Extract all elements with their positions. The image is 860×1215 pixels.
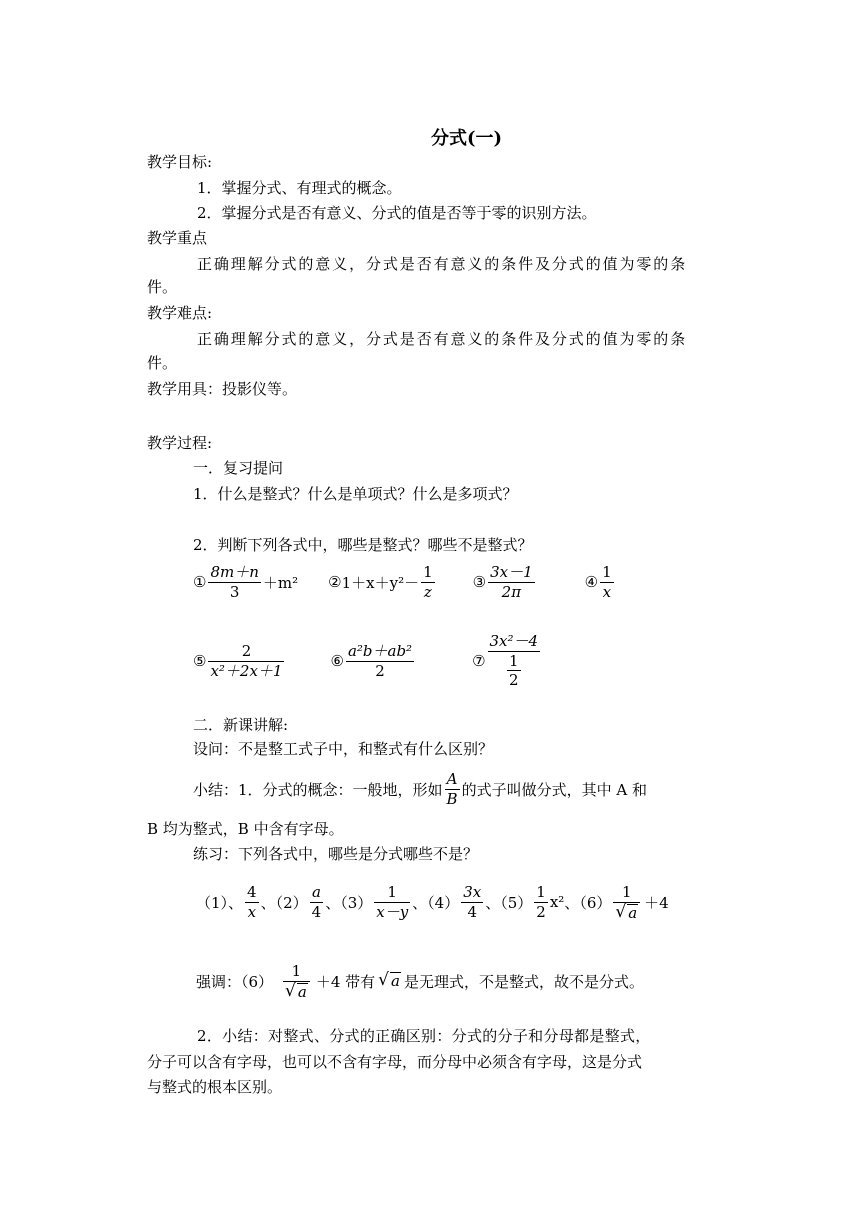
numerator: 3x－1 bbox=[490, 562, 533, 581]
numerator: A bbox=[446, 769, 458, 788]
practice-label: 、（5） bbox=[485, 893, 533, 912]
emphasis-text-mid: ＋4 带有 bbox=[315, 972, 376, 991]
denominator: 3 bbox=[229, 582, 240, 601]
key-points-line2: 件。 bbox=[147, 278, 178, 296]
expression-4 bbox=[585, 563, 616, 602]
expression-7 bbox=[472, 632, 542, 690]
summary2-line3: 与整式的根本区别。 bbox=[147, 1078, 283, 1096]
fraction bbox=[534, 883, 548, 922]
emphasis-text-end: 是无理式，不是整式，故不是分式。 bbox=[403, 972, 644, 991]
summary2-line1: 2．小结：对整式、分式的正确区别：分式的分子和分母都是整式， bbox=[197, 1027, 651, 1045]
denominator: 4 bbox=[311, 902, 322, 921]
expression-label: ⑥ bbox=[330, 652, 344, 670]
radicand: a bbox=[628, 903, 638, 922]
teaching-tools: 教学用具：投影仪等。 bbox=[147, 380, 298, 398]
summary2-line2: 分子可以含有字母，也可以不含有字母，而分母中必须含有字母，这是分式 bbox=[147, 1053, 643, 1071]
expression-row-1 bbox=[193, 557, 616, 607]
numerator: a bbox=[311, 882, 321, 901]
goals-heading: 教学目标: bbox=[147, 153, 213, 171]
key-points-line1: 正确理解分式的意义，分式是否有意义的条件及分式的值为零的条 bbox=[197, 255, 688, 273]
lesson-question: 设问：不是整工式子中，和整式有什么区别？ bbox=[193, 740, 494, 758]
summary-text-end: 的式子叫做分式，其中 A 和 bbox=[461, 780, 647, 799]
square-root: √ a bbox=[615, 901, 638, 922]
expression-text: 1＋x＋y²－ bbox=[341, 573, 420, 592]
square-root: √ a bbox=[378, 970, 400, 991]
fraction bbox=[208, 642, 284, 681]
fraction bbox=[245, 883, 259, 922]
numerator: 1 bbox=[423, 562, 433, 581]
numerator: 3x²－4 bbox=[489, 631, 539, 650]
process-heading: 教学过程: bbox=[147, 434, 213, 452]
review-heading: 一．复习提问 bbox=[193, 459, 284, 477]
expression-row-2 bbox=[193, 622, 542, 700]
expression-label: ③ bbox=[472, 573, 487, 591]
compound-fraction bbox=[488, 632, 541, 690]
emphasis-row bbox=[196, 953, 644, 1009]
expression-label: ⑦ bbox=[472, 652, 486, 670]
practice-label: 、（2） bbox=[260, 893, 308, 912]
expression-label: ⑤ bbox=[193, 652, 207, 670]
key-points-heading: 教学重点 bbox=[147, 229, 208, 247]
denominator: 2π bbox=[501, 582, 522, 601]
denominator: B bbox=[446, 789, 458, 808]
expression-tail: ＋m² bbox=[262, 573, 299, 592]
numerator: 1 bbox=[291, 961, 302, 980]
denominator: 2 bbox=[375, 661, 385, 680]
expression-1 bbox=[193, 563, 298, 602]
expression-5 bbox=[193, 642, 286, 681]
denominator: x bbox=[602, 582, 612, 601]
goal-item-2: 2．掌握分式是否有意义、分式的值是否等于零的识别方法。 bbox=[197, 204, 597, 222]
numerator: 8m＋n bbox=[210, 562, 259, 581]
numerator: 4 bbox=[247, 882, 257, 901]
fraction bbox=[208, 563, 260, 602]
square-root: √ a bbox=[285, 980, 307, 1001]
denominator: x bbox=[247, 902, 257, 921]
fraction bbox=[374, 883, 410, 922]
new-lesson-heading: 二．新课讲解: bbox=[193, 716, 289, 734]
numerator: 2 bbox=[241, 641, 252, 660]
denominator: 2 bbox=[536, 902, 546, 921]
fraction bbox=[310, 883, 324, 922]
difficulties-heading: 教学难点: bbox=[147, 304, 213, 322]
practice-row bbox=[196, 874, 669, 930]
fraction-a-over-b bbox=[445, 770, 460, 809]
denominator: z bbox=[423, 582, 432, 601]
emphasis-text-start: 强调：（6） bbox=[196, 972, 274, 991]
radicand: a bbox=[297, 982, 307, 1001]
document-title: 分式(一) bbox=[431, 128, 503, 149]
numerator: 1 bbox=[387, 882, 397, 901]
goal-item-1: 1．掌握分式、有理式的概念。 bbox=[197, 179, 402, 197]
fraction bbox=[346, 642, 414, 681]
expression-2 bbox=[328, 563, 437, 602]
summary-line-2: B 均为整式，B 中含有字母。 bbox=[147, 820, 344, 838]
expression-label: ① bbox=[193, 573, 207, 591]
fraction bbox=[283, 962, 310, 1001]
denominator bbox=[503, 652, 525, 691]
fraction bbox=[613, 883, 640, 922]
expression-label: ④ bbox=[584, 573, 599, 591]
difficulties-line1: 正确理解分式的意义，分式是否有意义的条件及分式的值为零的条 bbox=[197, 330, 688, 348]
fraction bbox=[421, 563, 435, 602]
numerator: a²b＋ab² bbox=[347, 641, 413, 660]
practice-prompt: 练习：下列各式中，哪些是分式哪些不是？ bbox=[193, 845, 479, 863]
fraction bbox=[600, 563, 614, 602]
practice-label: （1）、 bbox=[196, 893, 244, 912]
denominator: x²＋2x＋1 bbox=[210, 661, 283, 680]
expression-label: ② bbox=[328, 573, 342, 591]
practice-tail: ＋4 bbox=[644, 893, 669, 912]
practice-label: 、（6） bbox=[564, 893, 612, 912]
denominator: 2 bbox=[509, 671, 519, 690]
numerator: 1 bbox=[621, 882, 632, 901]
practice-tail: x² bbox=[549, 893, 565, 911]
fraction bbox=[461, 883, 483, 922]
numerator: 1 bbox=[536, 882, 546, 901]
inner-fraction bbox=[507, 652, 521, 691]
radicand: a bbox=[391, 972, 400, 991]
practice-label: 、（3） bbox=[325, 893, 373, 912]
review-question-1: 1．什么是整式？什么是单项式？什么是多项式？ bbox=[193, 485, 518, 503]
numerator: 3x bbox=[463, 882, 482, 901]
summary-text-start: 小结：1．分式的概念：一般地，形如 bbox=[193, 780, 443, 799]
fraction bbox=[488, 563, 535, 602]
review-question-2: 2．判断下列各式中，哪些是整式？哪些不是整式？ bbox=[193, 536, 533, 554]
difficulties-line2: 件。 bbox=[147, 354, 178, 372]
summary-line bbox=[193, 764, 647, 814]
denominator: 4 bbox=[467, 902, 477, 921]
numerator: 1 bbox=[509, 651, 519, 670]
expression-6 bbox=[330, 642, 416, 681]
practice-label: 、（4） bbox=[412, 893, 460, 912]
numerator: 1 bbox=[602, 562, 612, 581]
denominator: x－y bbox=[376, 902, 409, 921]
expression-3 bbox=[473, 563, 537, 602]
